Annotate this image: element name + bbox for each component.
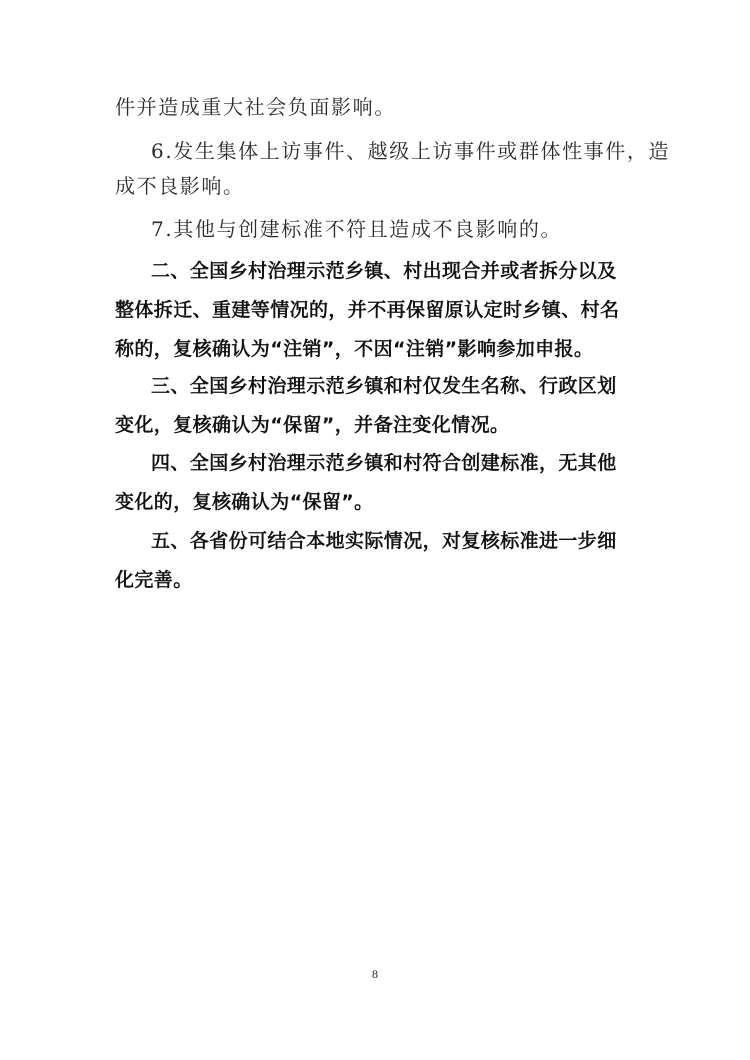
- text-line-11: 变化的，复核确认为“保留”。: [115, 491, 374, 513]
- text-line-3: 成不良影响。: [115, 174, 245, 198]
- text-line-13: 化完善。: [115, 569, 193, 591]
- text-line-2: 6.发生集体上访事件、越级上访事件或群体性事件，造: [151, 139, 671, 163]
- text-line-10: 四、全国乡村治理示范乡镇和村符合创建标准，无其他: [151, 452, 617, 474]
- text-line-7: 称的，复核确认为“注销”，不因“注销”影响参加申报。: [115, 338, 594, 360]
- page-number: 8: [372, 967, 378, 981]
- text-line-5: 二、全国乡村治理示范乡镇、村出现合并或者拆分以及: [151, 260, 617, 282]
- text-line-9: 变化，复核确认为“保留”，并备注变化情况。: [115, 414, 510, 436]
- text-line-4: 7.其他与创建标准不符且造成不良影响的。: [151, 217, 563, 241]
- text-line-8: 三、全国乡村治理示范乡镇和村仅发生名称、行政区划: [151, 375, 617, 397]
- text-line-6: 整体拆迁、重建等情况的，并不再保留原认定时乡镇、村名: [115, 299, 620, 321]
- text-line-12: 五、各省份可结合本地实际情况，对复核标准进一步细: [151, 530, 617, 552]
- text-line-1: 件并造成重大社会负面影响。: [115, 95, 396, 119]
